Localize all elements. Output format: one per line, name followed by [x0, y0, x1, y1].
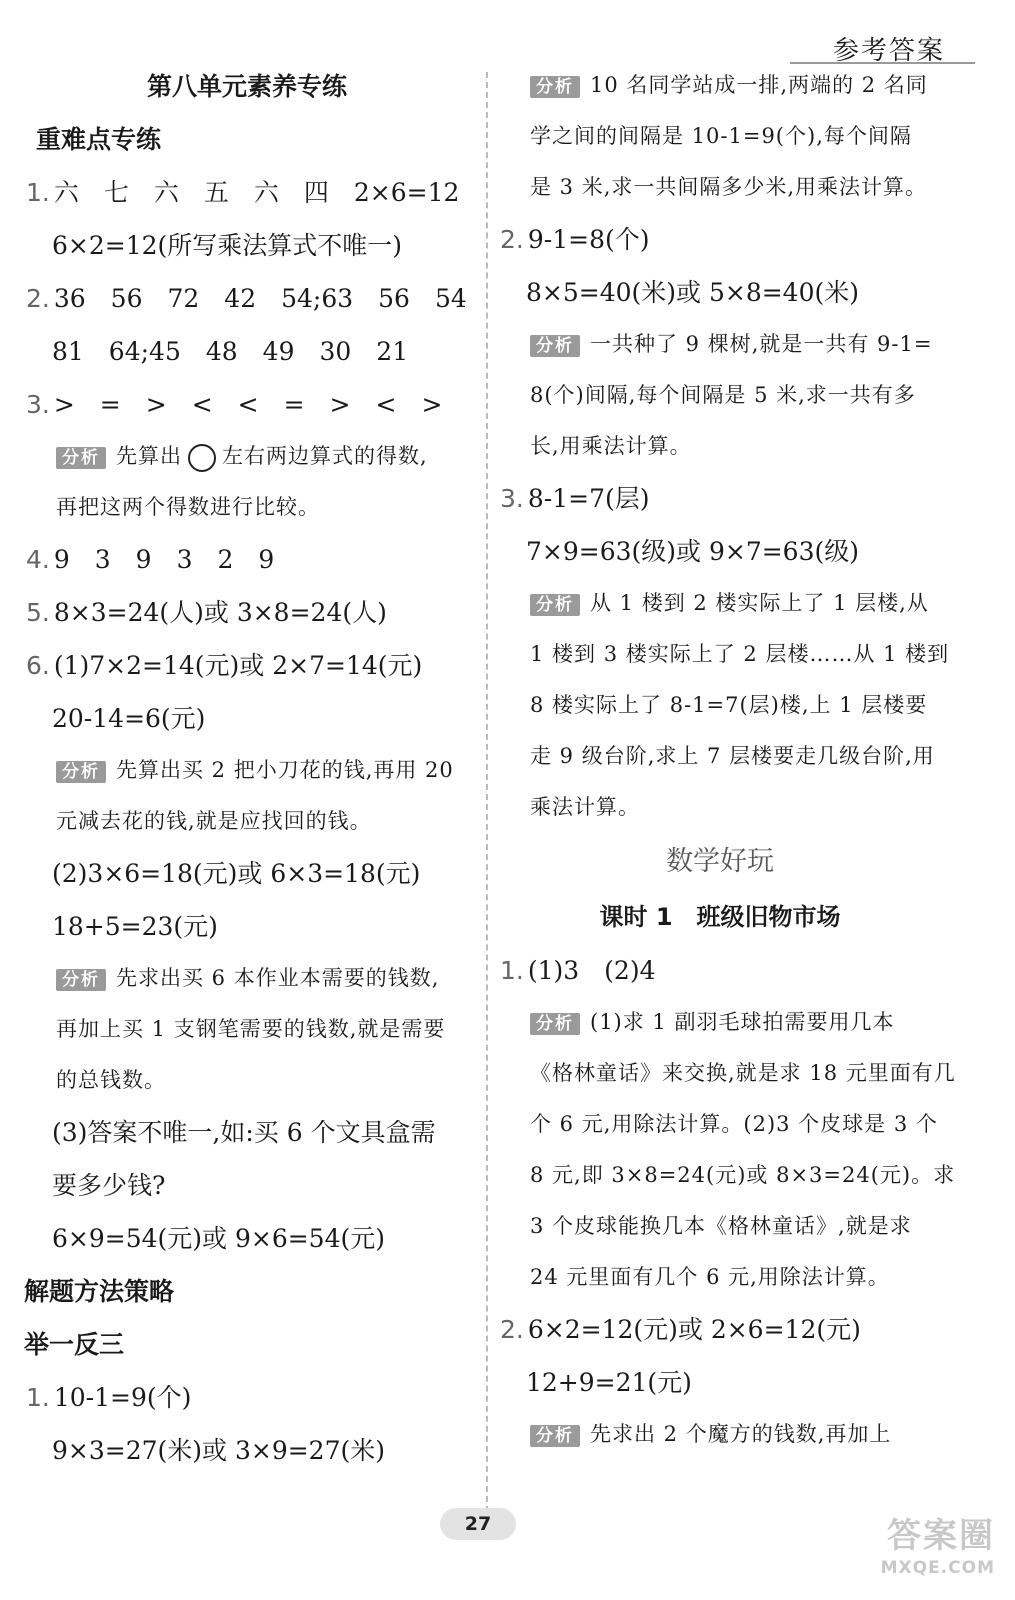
analysis-ex1-line-1: [496, 60, 944, 111]
answer-number: 4.: [26, 545, 50, 574]
analysis-ex3-line-5: 乘法计算。: [530, 795, 640, 819]
section-heading-key-points: 重难点专练: [36, 125, 162, 154]
market-2-line-1: [496, 1303, 944, 1356]
answer-number: 2.: [26, 284, 50, 313]
answer-number: 3.: [500, 484, 524, 513]
unit-title: 第八单元素养专练: [146, 72, 347, 101]
analysis-ex3-line-1: [496, 578, 944, 629]
answer-number: 1.: [26, 178, 50, 207]
answer-text: (1)7×2=14(元)或 2×7=14(元): [53, 651, 423, 680]
answer-6-3-line-2: 要多少钱?: [52, 1171, 166, 1200]
left-column: [22, 60, 472, 1477]
answer-text: 9-1=8(个): [527, 225, 650, 254]
analysis-6-2-line-3: 的总钱数。: [56, 1068, 166, 1092]
note-text: 10 名同学站成一排,两端的 2 名同: [590, 73, 928, 97]
note-text: 先求出 2 个魔方的钱数,再加上: [590, 1422, 892, 1446]
right-column: [496, 60, 956, 1460]
answer-number: 6.: [26, 651, 50, 680]
answer-text: 36 56 72 42 54;63 56 54: [53, 284, 467, 313]
example-3-line-1: [496, 472, 944, 525]
answer-text: 8-1=7(层): [527, 484, 650, 513]
analysis-badge: 分析: [530, 1013, 580, 1035]
analysis-ex3-line-2: 1 楼到 3 楼实际上了 2 层楼……从 1 楼到: [530, 642, 950, 666]
answer-4: [22, 533, 472, 586]
answer-5: [22, 586, 472, 639]
analysis-m1-line-6: 24 元里面有几个 6 元,用除法计算。: [530, 1265, 890, 1289]
answer-1-line-1: [22, 166, 472, 219]
column-divider: [486, 72, 488, 1512]
analysis-badge: 分析: [56, 447, 106, 469]
analysis-ex1-line-3: 是 3 米,求一共间隔多少米,用乘法计算。: [530, 175, 928, 199]
analysis-m1-line-5: 3 个皮球能换几本《格林童话》,就是求: [530, 1214, 912, 1238]
analysis-m1-line-1: [496, 997, 944, 1048]
answer-number: 5.: [26, 598, 50, 627]
answer-6-line-1: [22, 639, 472, 692]
analysis-ex2-line-3: 长,用乘法计算。: [530, 434, 692, 458]
analysis-3-line-1: [22, 431, 472, 482]
note-text: 从 1 楼到 2 楼实际上了 1 层楼,从: [590, 591, 929, 615]
section-subtitle-fun-math: 数学好玩: [666, 846, 774, 877]
note-text: (1)求 1 副羽毛球拍需要用几本: [590, 1010, 895, 1034]
answer-number: 1.: [26, 1383, 50, 1412]
answer-6-2-line-2: 18+5=23(元): [52, 912, 218, 941]
answer-text: 10-1=9(个): [53, 1383, 192, 1412]
answer-number: 1.: [500, 956, 524, 985]
answer-text: 9 3 9 3 2 9: [53, 545, 275, 574]
analysis-badge: 分析: [530, 76, 580, 98]
analysis-6-1-line-2: 元减去花的钱,就是应找回的钱。: [56, 809, 372, 833]
analysis-badge: 分析: [56, 761, 106, 783]
answer-1-line-2: 6×2=12(所写乘法算式不唯一): [52, 231, 403, 260]
example-1-line-1: [22, 1371, 472, 1424]
answer-2-line-1: [22, 272, 472, 325]
example-3-line-2: 7×9=63(级)或 9×7=63(级): [526, 537, 859, 566]
analysis-ex3-line-3: 8 楼实际上了 8-1=7(层)楼,上 1 层楼要: [530, 693, 928, 717]
page-number: 27: [440, 1508, 516, 1540]
analysis-6-2-line-1: [22, 953, 472, 1004]
answer-text: 6×2=12(元)或 2×6=12(元): [527, 1315, 861, 1344]
note-text: 先求出买 6 本作业本需要的钱数,: [116, 966, 440, 990]
analysis-6-2-line-2: 再加上买 1 支钢笔需要的钱数,就是需要: [56, 1017, 446, 1041]
answer-number: 2.: [500, 225, 524, 254]
example-1-line-2: 9×3=27(米)或 3×9=27(米): [52, 1436, 385, 1465]
analysis-m1-line-4: 8 元,即 3×8=24(元)或 8×3=24(元)。求: [530, 1163, 956, 1187]
analysis-ex2-line-1: [496, 319, 944, 370]
answer-text: 六 七 六 五 六 四 2×6=12: [53, 178, 460, 207]
analysis-3-line-2: 再把这两个得数进行比较。: [56, 495, 320, 519]
answer-number: 2.: [500, 1315, 524, 1344]
analysis-ex1-line-2: 学之间的间隔是 10-1=9(个),每个间隔: [530, 124, 912, 148]
answer-6-2-line-1: (2)3×6=18(元)或 6×3=18(元): [52, 859, 421, 888]
answer-text: 8×3=24(人)或 3×8=24(人): [53, 598, 387, 627]
analysis-m1-line-2: 《格林童话》来交换,就是求 18 元里面有几: [530, 1061, 956, 1085]
section-heading-examples: 举一反三: [24, 1330, 125, 1359]
analysis-6-1-line-1: [22, 745, 472, 796]
analysis-badge: 分析: [530, 335, 580, 357]
analysis-m1-line-3: 个 6 元,用除法计算。(2)3 个皮球是 3 个: [530, 1112, 938, 1136]
answer-text: (1)3 (2)4: [527, 956, 656, 985]
circle-icon: [188, 444, 216, 472]
analysis-badge: 分析: [56, 969, 106, 991]
note-text: 一共种了 9 棵树,就是一共有 9-1=: [590, 332, 933, 356]
answer-6-line-2: 20-14=6(元): [52, 704, 206, 733]
lesson-title: 课时 1 班级旧物市场: [599, 903, 841, 931]
analysis-ex2-line-2: 8(个)间隔,每个间隔是 5 米,求一共有多: [530, 383, 916, 407]
answer-2-line-2: 81 64;45 48 49 30 21: [52, 337, 409, 366]
market-2-line-2: 12+9=21(元): [526, 1368, 692, 1397]
answer-3-line-1: [22, 378, 472, 431]
market-1: [496, 944, 944, 997]
section-heading-methods: 解题方法策略: [24, 1277, 175, 1306]
note-text: 先算出买 2 把小刀花的钱,再用 20: [116, 758, 454, 782]
header-tag: 参考答案: [832, 36, 945, 66]
analysis-badge: 分析: [530, 1425, 580, 1447]
watermark-url: MXQE.COM: [880, 1558, 995, 1578]
example-2-line-2: 8×5=40(米)或 5×8=40(米): [526, 278, 859, 307]
answer-6-3-line-1: (3)答案不唯一,如:买 6 个文具盒需: [52, 1118, 436, 1147]
note-text: 左右两边算式的得数,: [222, 444, 428, 468]
watermark-text: 答案圈: [887, 1516, 995, 1556]
answer-number: 3.: [26, 390, 50, 419]
analysis-badge: 分析: [530, 594, 580, 616]
watermark-logo: [830, 1516, 995, 1590]
analysis-m2-line-1: [496, 1409, 944, 1460]
answer-6-3-line-3: 6×9=54(元)或 9×6=54(元): [52, 1224, 385, 1253]
example-2-line-1: [496, 213, 944, 266]
note-text: 先算出: [116, 444, 182, 468]
answer-text: > = > < < = > < >: [53, 390, 443, 419]
analysis-ex3-line-4: 走 9 级台阶,求上 7 层楼要走几级台阶,用: [530, 744, 935, 768]
